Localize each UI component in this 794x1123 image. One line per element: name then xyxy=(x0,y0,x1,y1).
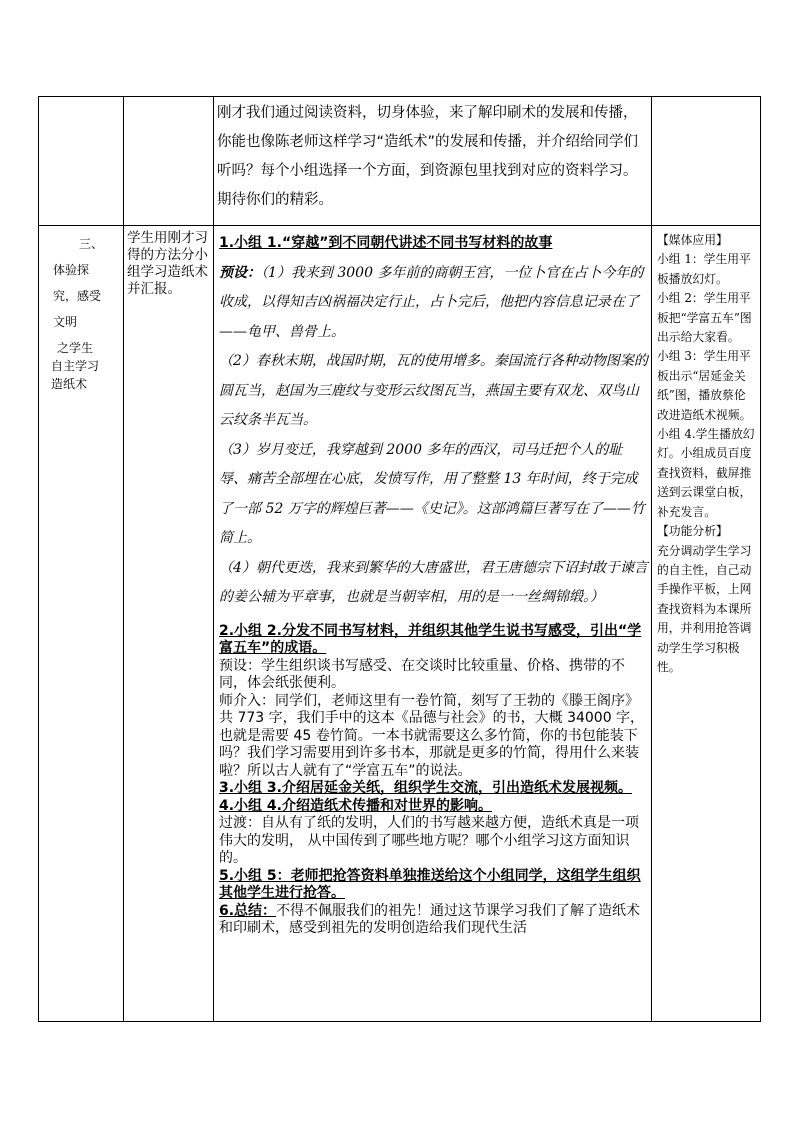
column-divider xyxy=(213,97,214,1021)
group1-p3: （3）岁月变迁，我穿越到 2000 多年的西汉，司马迁把个人的耻辱、痛苦全部埋在心底，发愤写作，用了整整 13 年时间，终于完成了一部 52 万字的辉煌巨著——《史记》。这部鸿篇巨著写在了——竹简上。 xyxy=(219,441,645,546)
intro-text-cell xyxy=(217,99,647,215)
group1-p1 xyxy=(219,259,649,348)
summary-paragraph xyxy=(219,903,649,938)
function-title: 【功能分析】 xyxy=(657,524,728,539)
stage-line: 体验探 xyxy=(53,263,90,277)
groups-section xyxy=(219,623,649,938)
stage-number: 三、 xyxy=(79,237,104,251)
group1-p4: （4）朝代更迭，我来到繁华的大唐盛世，君王唐德宗下诏封敢于谏言的姜公辅为平章事，也就是当朝宰相，用的是一一丝绸锦缎。） xyxy=(219,559,648,605)
stage-line: 造纸术 xyxy=(51,377,88,391)
stage-line: 究，感受 xyxy=(53,289,102,303)
group4-heading: 4.小组 4.介绍造纸术传播和对世界的影响。 xyxy=(219,797,492,814)
column-divider xyxy=(123,97,124,1021)
student-activity-cell xyxy=(127,230,213,298)
summary-text: 不得不佩服我们的祖先！通过这节课学习我们了解了造纸术和印刷术，感受到祖先的发明创造给我们现代生活 xyxy=(219,902,641,936)
preset-label: 预设： xyxy=(219,264,261,281)
teaching-process-cell xyxy=(219,229,649,938)
lesson-plan-table xyxy=(38,96,761,1022)
group1-p2: （2）春秋末期，战国时期，瓦的使用增多。秦国流行各种动物图案的圆瓦当，赵国为三鹿纹与变形云纹图瓦当，燕国主要有双龙、双鸟山云纹条半瓦当。 xyxy=(219,353,648,428)
group1-heading: 1.小组 1.“穿越”到不同朝代讲述不同书写材料的故事 xyxy=(219,235,553,251)
summary-label: 6.总结： xyxy=(219,902,277,919)
stage-title-cell xyxy=(43,231,121,393)
stage-line: 之学生 xyxy=(57,341,94,355)
media-note: 小组 3：学生用平板出示“居延金关纸”图，播放蔡伦改进造纸术视频。 xyxy=(657,349,752,422)
function-text: 充分调动学生学习的自主性，自己动手操作平板，上网查找资料为本课所用，并利用抢答调动学生学习积极性。 xyxy=(657,543,752,674)
group2-teacher: 师介入：同学们，老师这里有一卷竹简，刻写了王勃的《滕王阁序》 共 773 字，我们手中的这本《品德与社会》的书，大概 34000 字，也就是需要 45 卷竹简。一本书就需要这么多竹简，你的书包能装下吗？我们学习需要用到许多书本，那就是更多的竹简，得用什么来装啦？所以古人就有了“学富五车”的说法。 xyxy=(219,692,645,779)
media-notes-cell xyxy=(657,231,757,677)
row-divider xyxy=(39,225,760,226)
column-divider xyxy=(651,97,652,1021)
stage-line: 文明 xyxy=(53,315,78,329)
group2-preset: 预设：学生组织谈书写感受、在交谈时比较重量、价格、携带的不同，体会纸张便利。 xyxy=(219,657,625,691)
stage-line: 自主学习 xyxy=(51,359,100,373)
group1-p1-text: （1）我来到 3000 多年前的商朝王宫，一位卜官在占卜今年的收成，以得知吉凶祸福决定行止，占卜完后，他把内容信息记录在了——龟甲、兽骨上。 xyxy=(219,264,644,340)
media-note: 小组 1：学生用平板播放幻灯。 xyxy=(657,252,751,286)
group3-heading: 3.小组 3.介绍居延金关纸，组织学生交流，引出造纸术发展视频。 xyxy=(219,780,632,796)
group2-heading: 2.小组 2.分发不同书写材料，并组织其他学生说书写感受，引出“学富五车”的成语。 xyxy=(219,622,642,656)
student-activity-text: 学生用刚才习得的方法分小组学习造纸术并汇报。 xyxy=(127,230,208,297)
group5-heading: 5.小组 5：老师把抢答资料单独推送给这个小组同学，这组学生组织其他学生进行抢答。 xyxy=(219,867,641,901)
group4-transition: 过渡：自从有了纸的发明，人们的书写越来越方便，造纸术真是一项伟大的发明， 从中国传到了哪些地方呢？哪个小组学习这方面知识的。 xyxy=(219,815,639,866)
group1-section xyxy=(219,229,649,613)
media-note: 小组 2：学生用平板把“学富五车”图出示给大家看。 xyxy=(657,291,752,345)
media-title: 【媒体应用】 xyxy=(657,233,728,247)
media-note: 小组 4.学生播放幻灯。小组成员百度查找资料，截屏推送到云课堂白板，补充发言。 xyxy=(657,427,755,519)
intro-paragraph: 刚才我们通过阅读资料，切身体验，来了解印刷术的发展和传播，你能也像陈老师这样学习“造纸术”的发展和传播，并介绍给同学们听吗？每个小组选择一个方面，到资源包里找到对应的资料学习。期待你们的精彩。 xyxy=(217,105,639,208)
